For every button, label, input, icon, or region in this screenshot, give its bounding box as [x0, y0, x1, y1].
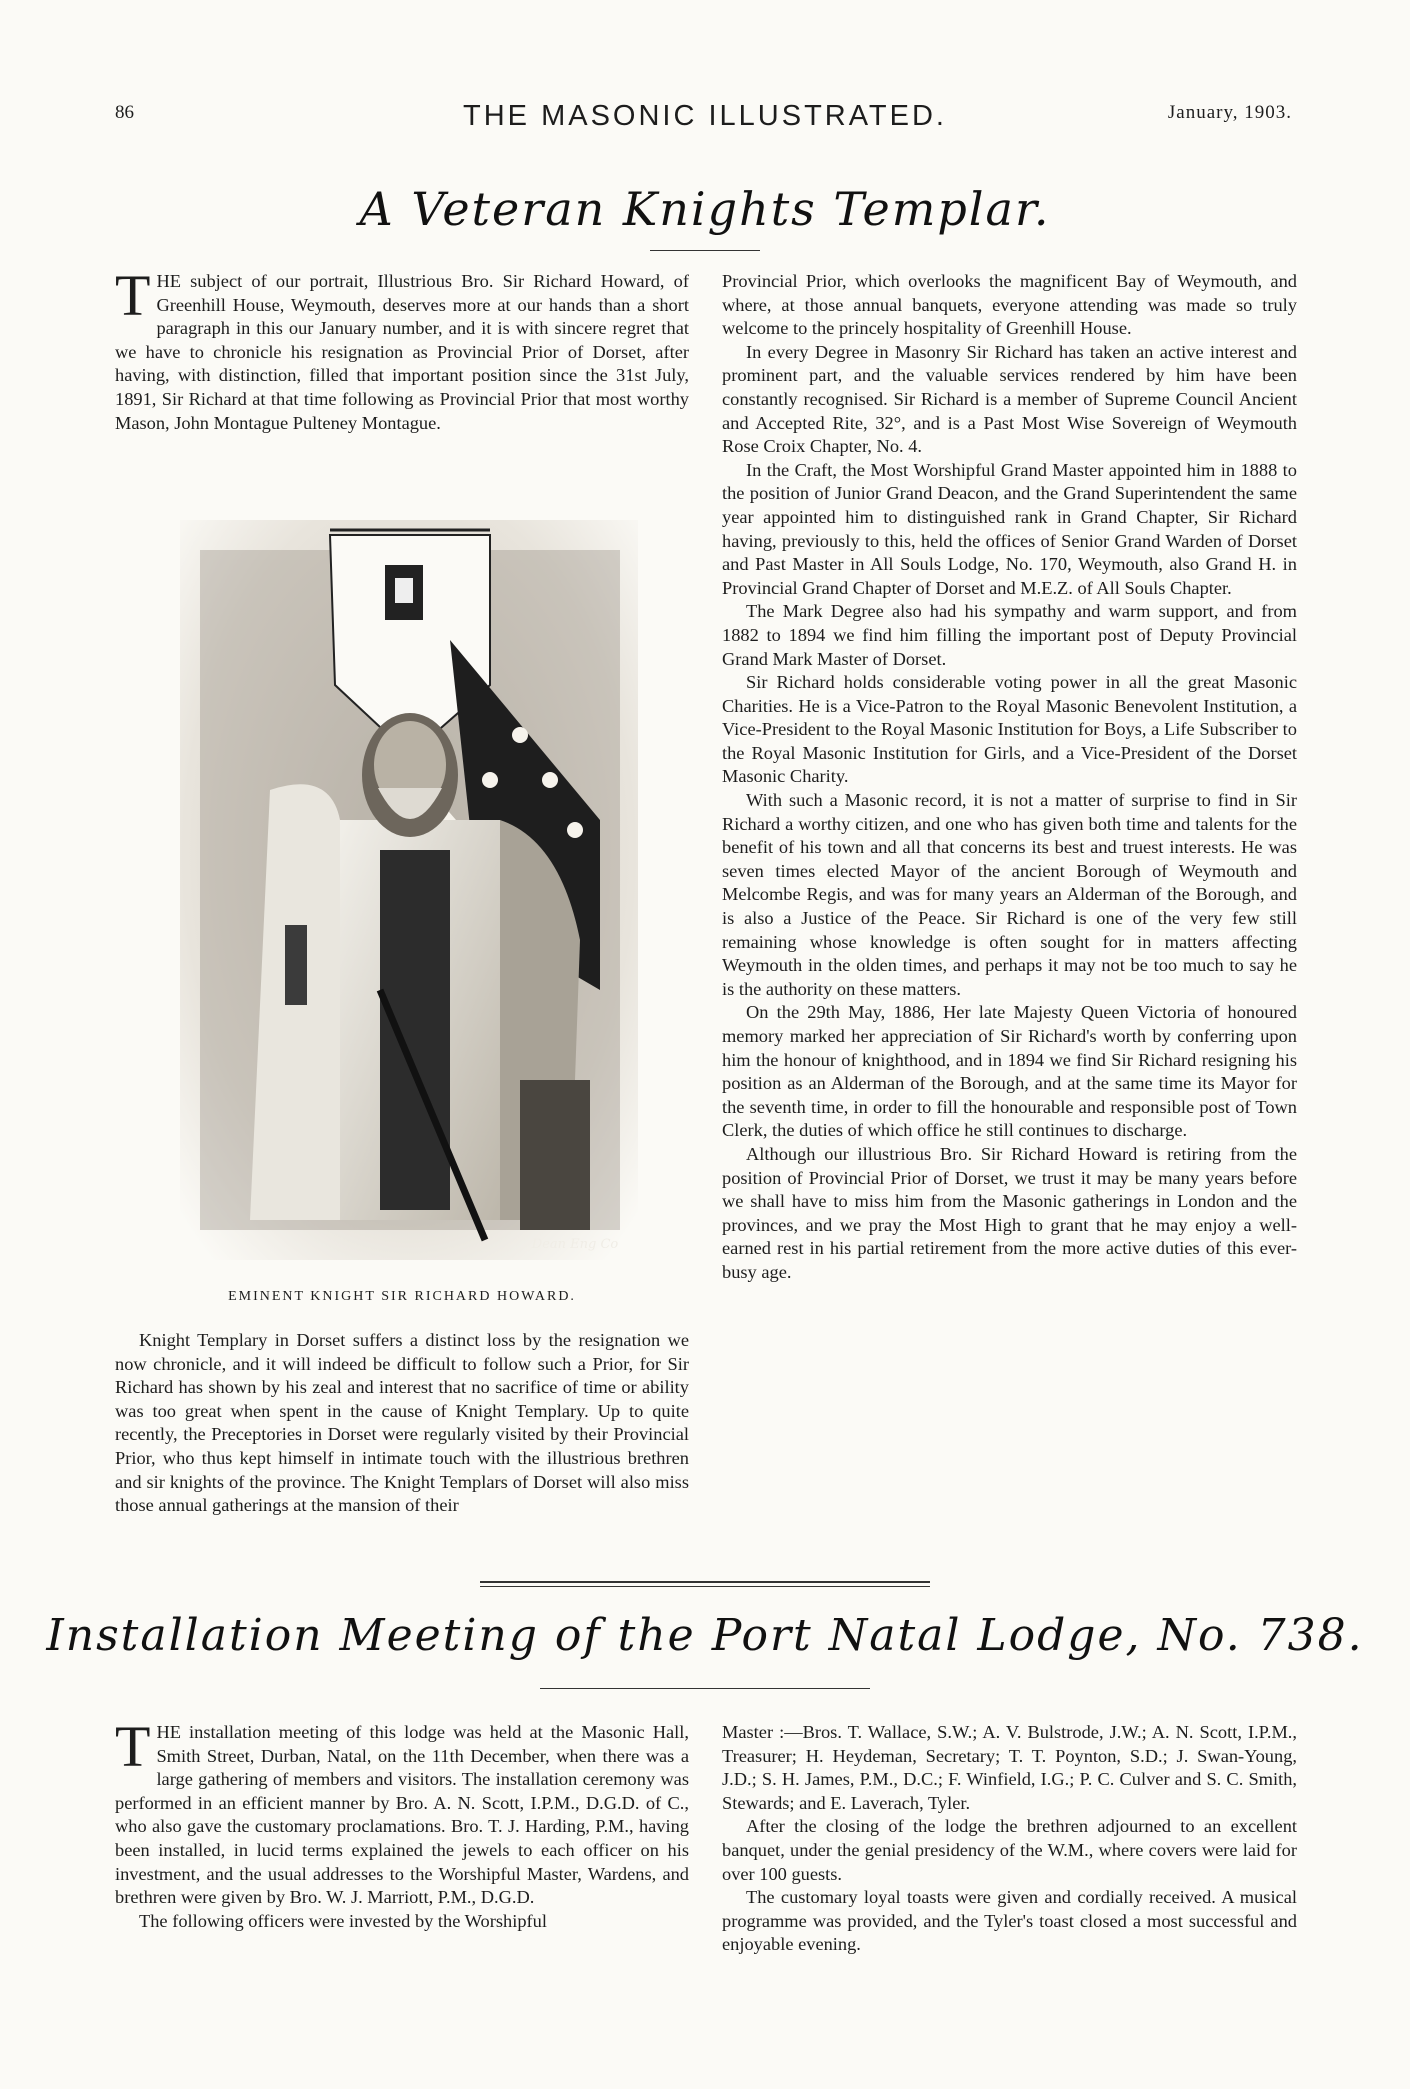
article-intro	[115, 263, 689, 435]
intro-text: HE subject of our portrait, Illustrious Bro. Sir Richard Howard, of Greenhill House, Weymouth, deserves more at our hands than a short paragraph in this our January number, and it is with sincere regret that we have to chronicle his resignation as Provincial Prior of Dorset, after having, with distinction, filled that important position since the 31st July, 1891, Sir Richard at that time following as Provincial Prior that most worthy Mason, John Montague Pulteney Montague.	[115, 271, 689, 433]
paragraph: Provincial Prior, which overlooks the magnificent Bay of Weymouth, and where, at those annual banquets, everyone attending was made so truly welcome to the princely hospitality of Greenhill House.	[722, 271, 1297, 339]
paragraph: Master :—Bros. T. Wallace, S.W.; A. V. Bulstrode, J.W.; A. N. Scott, I.P.M., Treasurer; H. Heydeman, Secretary; T. T. Poynton, S.D.; J. Swan-Young, J.D.; S. H. James, P.M., D.C.; F. Winfield, I.G.; P. C. Culver and S. C. Smith, Stewards; and E. Laverach, Tyler.	[722, 1722, 1297, 1813]
page-header	[0, 102, 1410, 142]
paragraph: The Mark Degree also had his sympathy and warm support, and from 1882 to 1894 we find him filling the important post of Deputy Provincial Grand Mark Master of Dorset.	[722, 601, 1297, 669]
section-divider	[480, 1581, 930, 1583]
article-right-column	[722, 1721, 1297, 1957]
article-left-column	[115, 1329, 689, 1518]
paragraph: After the closing of the lodge the brethren adjourned to an excellent banquet, under the genial presidency of the W.M., where covers were laid for over 100 guests.	[722, 1816, 1297, 1884]
drop-cap: T	[115, 263, 151, 328]
paragraph-text: HE installation meeting of this lodge was held at the Masonic Hall, Smith Street, Durban, Natal, on the 11th December, when there was a large gathering of members and visitors. The installation ceremony was performed in an efficient manner by Bro. A. N. Scott, I.P.M., D.G.D. of C., who also gave the customary proclamations. Bro. T. J. Harding, P.M., having been installed, in lucid terms explained the jewels to each officer on his investment, and the usual addresses to the Worshipful Master, Wardens, and brethren were given by Bro. W. J. Marriott, P.M., D.G.D.	[115, 1722, 689, 1908]
title-divider	[540, 1688, 870, 1689]
drop-cap: T	[115, 1714, 151, 1779]
intro-paragraph	[115, 263, 689, 435]
article-title: A Veteran Knights Templar.	[359, 182, 1051, 236]
page-number: 86	[115, 102, 134, 123]
paragraph: Sir Richard holds considerable voting power in all the great Masonic Charities. He is a Vice-Patron to the Royal Masonic Benevolent Institution, a Vice-President to the Royal Masonic Institution for Boys, a Life Subscriber to the Royal Masonic Institution for Girls, and a Vice-President of the Dorset Masonic Charity.	[722, 672, 1297, 787]
paragraph: On the 29th May, 1886, Her late Majesty Queen Victoria of honoured memory marked her appreciation of Sir Richard's worth by conferring upon him the honour of knighthood, and in 1894 we find Sir Richard resigning his position as an Alderman of the Borough, and at the same time its Mayor for the seventh time, in order to fill the honourable and responsible post of Town Clerk, the duties of which office he still continues to discharge.	[722, 1002, 1297, 1141]
paragraph: In every Degree in Masonry Sir Richard has taken an active interest and prominent part, and the valuable services rendered by him have been constantly recognised. Sir Richard is a member of Supreme Council Ancient and Accepted Rite, 32°, and is a Past Most Wise Sovereign of Weymouth Rose Croix Chapter, No. 4.	[722, 341, 1297, 457]
portrait-photo	[180, 520, 638, 1260]
paragraph: With such a Masonic record, it is not a matter of surprise to find in Sir Richard a worthy citizen, and one who has given both time and talents for the benefit of his town and all that concerns its best and truest interests. He was seven times elected Mayor of the ancient Borough of Weymouth and Melcombe Regis, and was for many years an Alderman of the Borough, and is also a Justice of the Peace. Sir Richard is one of the very few still remaining whose knowledge is often sought for in matters affecting Weymouth in the olden times, and perhaps it may not be too much to say he is the authority on these matters.	[722, 790, 1297, 999]
article-left-column	[115, 1714, 689, 1933]
paragraph	[115, 1714, 689, 1910]
article-right-column	[722, 270, 1297, 1285]
paragraph: The customary loyal toasts were given and cordially received. A musical programme was provided, and the Tyler's toast closed a most successful and enjoyable evening.	[722, 1887, 1297, 1955]
masthead: THE MASONIC ILLUSTRATED.	[463, 100, 947, 132]
paragraph: Although our illustrious Bro. Sir Richard Howard is retiring from the position of Provincial Prior of Dorset, we trust it may be many years before we shall have to miss him from the Masonic gatherings in London and the provinces, and we pray the Most High to grant that he may enjoy a well-earned rest in his partial retirement from the more active duties of this ever-busy age.	[722, 1143, 1297, 1282]
paragraph: The following officers were invested by the Worshipful	[139, 1910, 547, 1931]
issue-date: January, 1903.	[1167, 102, 1292, 123]
paragraph: In the Craft, the Most Worshipful Grand Master appointed him in 1888 to the position of Junior Grand Deacon, and the Grand Superintendent the same year appointed him to distinguished rank in Grand Chapter, Sir Richard having, previously to this, held the offices of Senior Grand Warden of Dorset and Past Master in All Souls Lodge, No. 170, Weymouth, also Grand H. in Provincial Grand Chapter of Dorset and M.E.Z. of All Souls Chapter.	[722, 459, 1297, 598]
photo-caption: EMINENT KNIGHT SIR RICHARD HOWARD.	[228, 1289, 576, 1304]
section-divider	[480, 1586, 930, 1587]
article-title: Installation Meeting of the Port Natal Lodge, No. 738.	[46, 1610, 1364, 1661]
paragraph: Knight Templary in Dorset suffers a distinct loss by the resignation we now chronicle, and it will indeed be difficult to follow such a Prior, for Sir Richard has shown by his zeal and interest that no sacrifice of time or ability was too great when spent in the cause of Knight Templary. Up to quite recently, the Preceptories in Dorset were regularly visited by their Provincial Prior, who thus kept himself in intimate touch with the illustrious brethren and sir knights of the province. The Knight Templars of Dorset will also miss those annual gatherings at the mansion of their	[115, 1330, 689, 1516]
photo-credit: Dean Eng Co	[531, 1237, 619, 1252]
title-divider	[650, 250, 760, 251]
